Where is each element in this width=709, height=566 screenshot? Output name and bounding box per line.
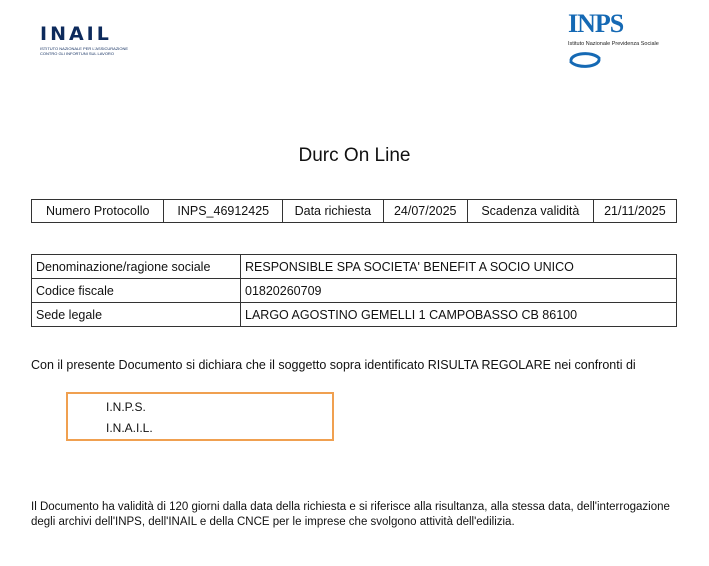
protocol-row <box>32 200 677 223</box>
protocol-number-value: INPS_46912425 <box>164 200 283 223</box>
company-table <box>31 254 677 327</box>
inail-logo-line2: CONTRO GLI INFORTUNI SUL LAVORO <box>40 51 114 56</box>
entity-inps: I.N.P.S. <box>106 400 146 414</box>
entities-box <box>66 392 334 441</box>
inail-logo-line1: ISTITUTO NAZIONALE PER L'ASSICURAZIONE <box>40 46 129 51</box>
protocol-number-label: Numero Protocollo <box>32 200 164 223</box>
document-title: Durc On Line <box>298 145 411 166</box>
expiry-date-label: Scadenza validità <box>467 200 593 223</box>
table-row <box>32 279 677 303</box>
table-row <box>32 255 677 279</box>
tax-code-label: Codice fiscale <box>32 279 241 303</box>
request-date-value: 24/07/2025 <box>383 200 467 223</box>
expiry-date-value: 21/11/2025 <box>593 200 676 223</box>
inail-logo-word: INAIL <box>40 23 112 45</box>
inail-logo <box>40 24 130 60</box>
entity-inail: I.N.A.I.L. <box>106 421 153 435</box>
request-date-label: Data richiesta <box>283 200 384 223</box>
company-name-label: Denominazione/ragione sociale <box>32 255 241 279</box>
protocol-table <box>31 199 677 223</box>
registered-office-value: LARGO AGOSTINO GEMELLI 1 CAMPOBASSO CB 86100 <box>241 303 677 327</box>
validity-text: Il Documento ha validità di 120 giorni dalla data della richiesta e si riferisce alla risultanza, alla stessa data, dell'interrogazione degli archivi dell'INPS, dell'INAIL e della CNCE per le imprese che svolgono attività dell'edilizia. <box>31 501 670 528</box>
inps-logo-subtitle: Istituto Nazionale Previdenza Sociale <box>568 41 659 47</box>
inps-logo <box>566 10 686 72</box>
declaration-text: Con il presente Documento si dichiara che il soggetto sopra identificato RISULTA REGOLARE nei confronti di <box>31 358 636 372</box>
table-row <box>32 303 677 327</box>
tax-code-value: 01820260709 <box>241 279 677 303</box>
registered-office-label: Sede legale <box>32 303 241 327</box>
inps-swirl-icon <box>568 50 602 70</box>
inps-logo-word: INPS <box>568 9 624 38</box>
company-name-value: RESPONSIBLE SPA SOCIETA' BENEFIT A SOCIO UNICO <box>241 255 677 279</box>
